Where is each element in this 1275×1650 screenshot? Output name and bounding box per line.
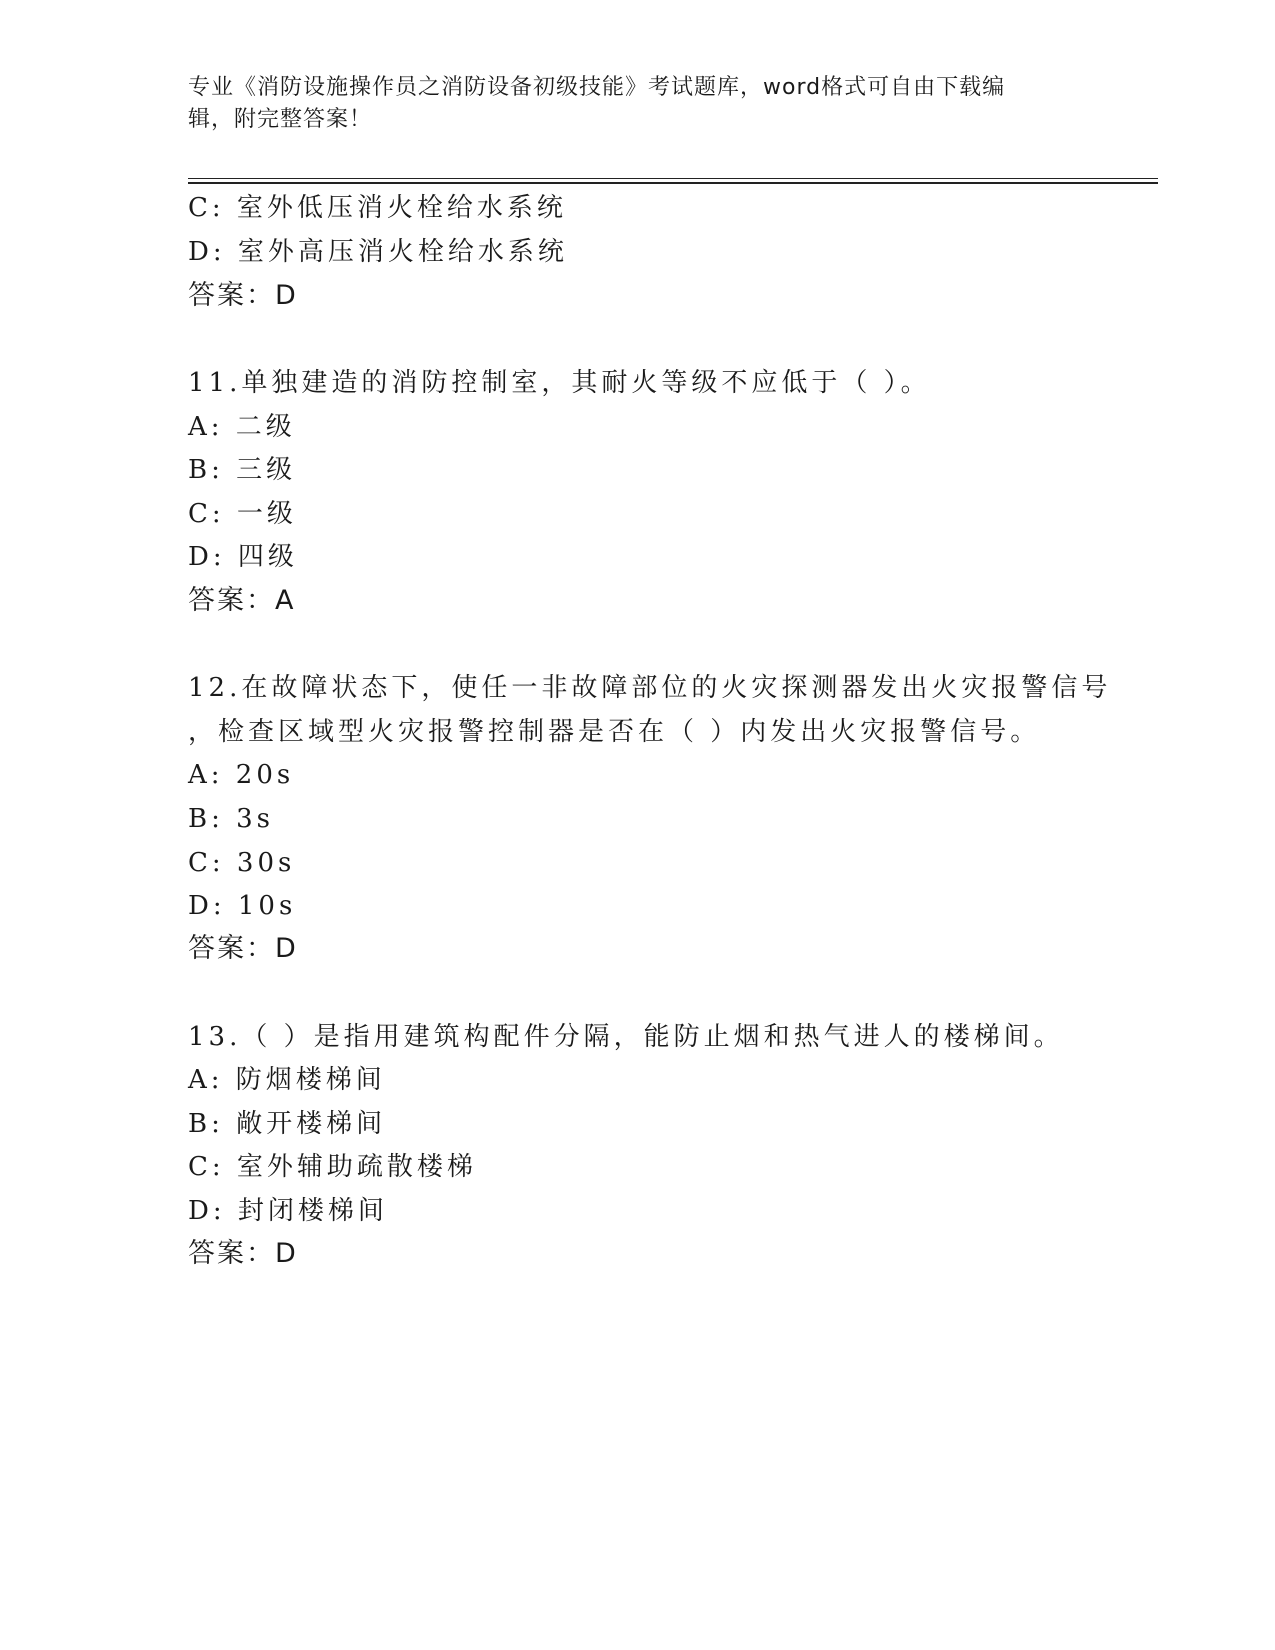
option-c: C: 室外低压消火栓给水系统 (188, 193, 567, 223)
option-c: C: 室外辅助疏散楼梯 (188, 1152, 477, 1182)
answer-line: 答案：D (188, 933, 298, 964)
question-12-stem-line-2: ，检查区域型火灾报警控制器是否在（ ）内发出火灾报警信号。 (188, 717, 1041, 747)
option-b: B: 三级 (188, 455, 297, 485)
question-11-stem: 11.单独建造的消防控制室，其耐火等级不应低于（ ）。 (188, 368, 931, 398)
option-c: C: 30s (188, 848, 296, 878)
answer-line: 答案：D (188, 280, 298, 311)
question-12-stem-line-1: 12.在故障状态下，使任一非故障部位的火灾探测器发出火灾报警信号 (188, 673, 1112, 703)
option-a: A: 二级 (188, 412, 296, 442)
option-a: A: 防烟楼梯间 (188, 1065, 386, 1095)
header-line-2: 辑，附完整答案！ (188, 107, 373, 132)
option-c: C: 一级 (188, 499, 297, 529)
header-divider-bottom (188, 182, 1158, 184)
option-b: B: 敞开楼梯间 (188, 1109, 387, 1139)
question-13-stem: 13.（ ）是指用建筑构配件分隔，能防止烟和热气进人的楼梯间。 (188, 1022, 1064, 1052)
document-header (188, 72, 1068, 136)
option-d: D: 10s (188, 891, 297, 921)
option-b: B: 3s (188, 804, 275, 834)
option-d: D: 封闭楼梯间 (188, 1196, 388, 1226)
answer-line: 答案：A (188, 585, 296, 616)
answer-line: 答案：D (188, 1238, 298, 1269)
option-d: D: 室外高压消火栓给水系统 (188, 237, 568, 267)
option-a: A: 20s (188, 760, 295, 790)
header-divider-top (188, 178, 1158, 179)
header-line-1: 专业《消防设施操作员之消防设备初级技能》考试题库，word格式可自由下载编 (188, 75, 1006, 100)
option-d: D: 四级 (188, 542, 298, 572)
